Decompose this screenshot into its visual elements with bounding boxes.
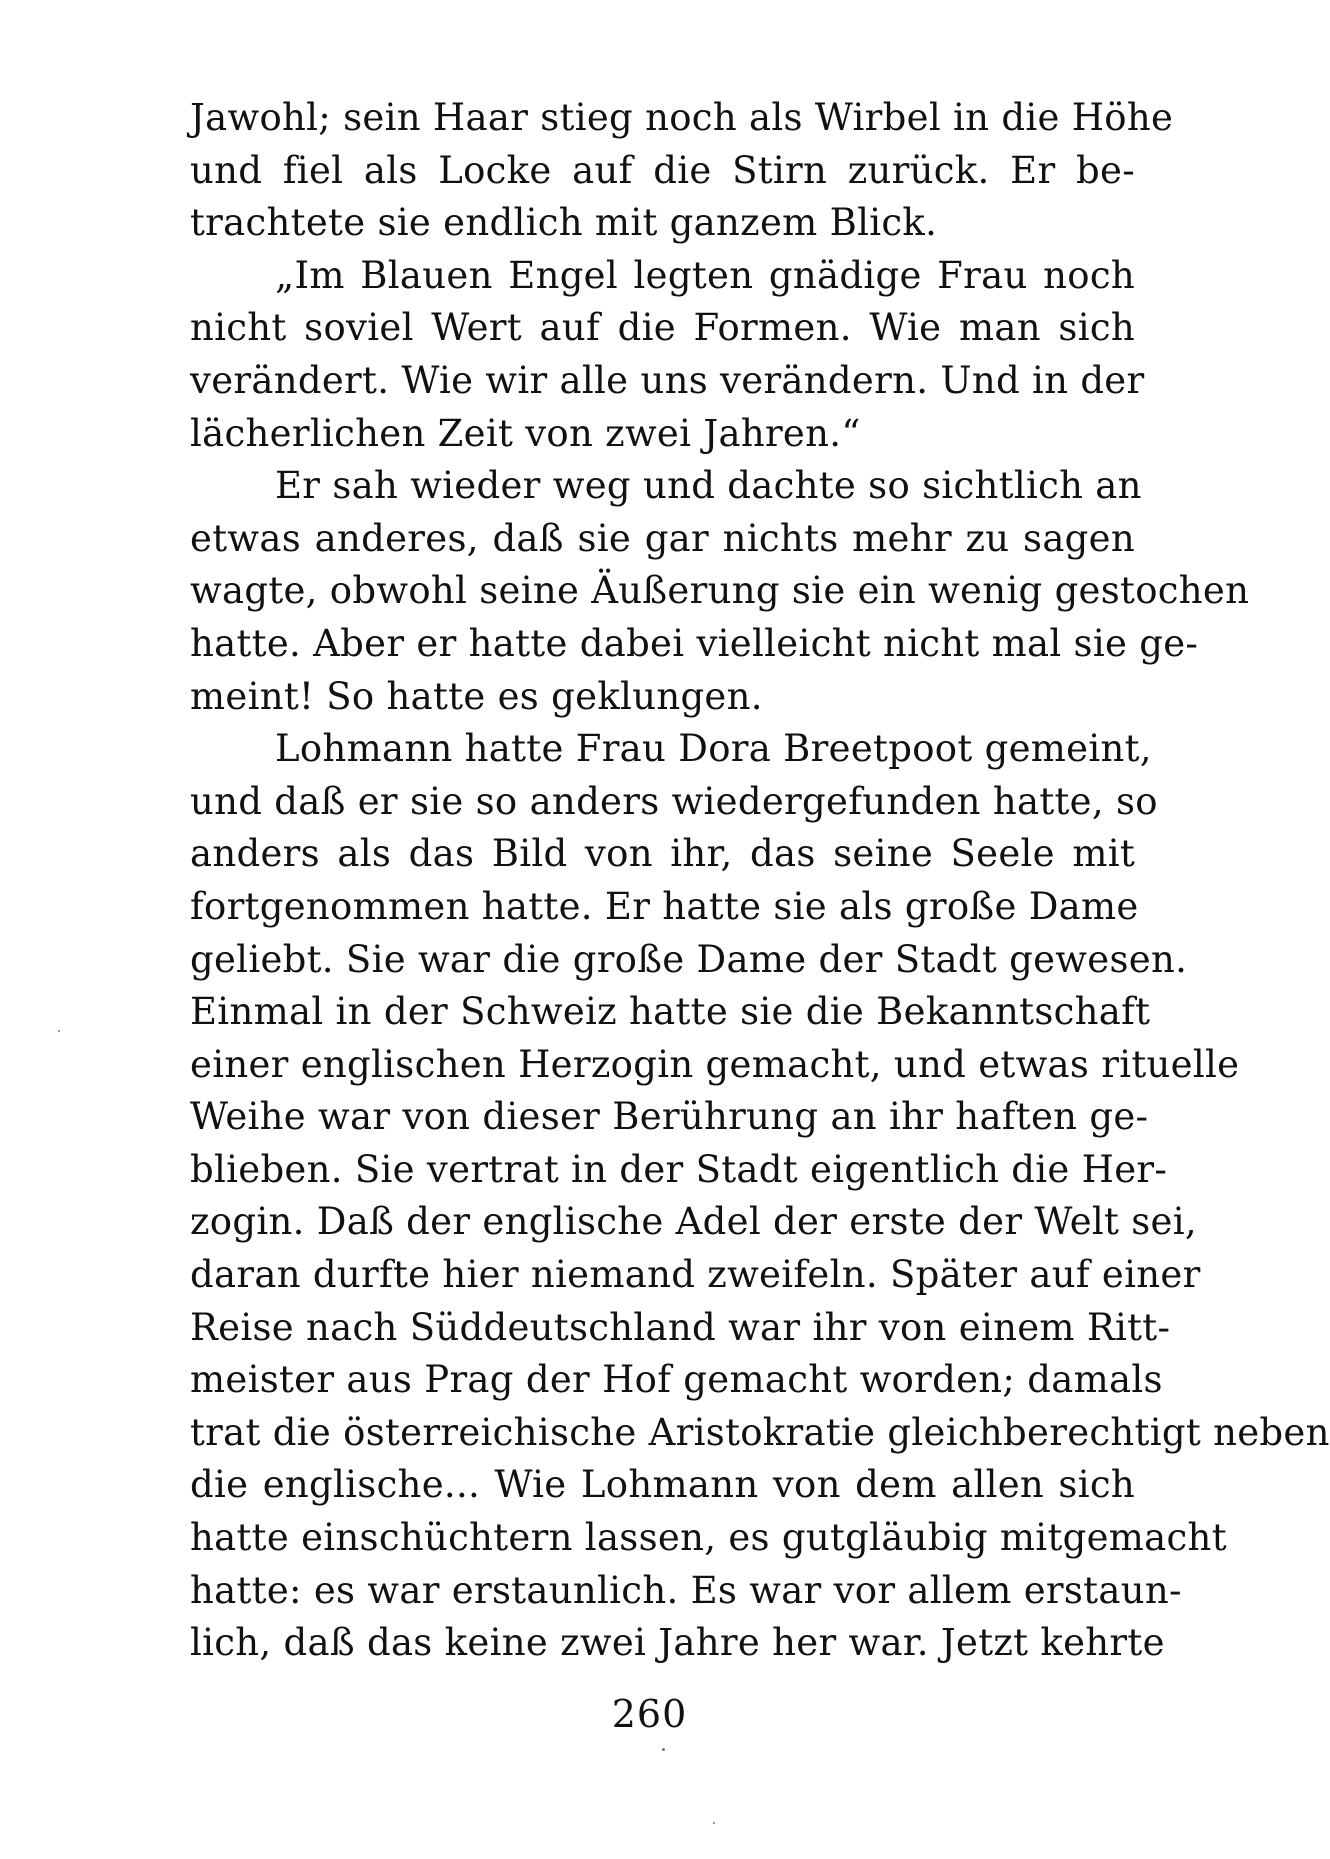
text-line: einer englischen Herzogin gemacht, und etwas rituelle	[190, 1042, 1240, 1086]
text-line: hatte. Aber er hatte dabei vielleicht nicht mal sie ge-	[190, 621, 1199, 665]
text-line: „Im Blauen Engel legten gnädige Frau noch	[275, 253, 1135, 297]
text-line: wagte, obwohl seine Äußerung sie ein wenig gestochen	[190, 569, 1250, 613]
text-line: und daß er sie so anders wiedergefunden hatte, so	[190, 779, 1158, 823]
text-line: meister aus Prag der Hof gemacht worden; damals	[190, 1358, 1163, 1402]
text-line: meint! So hatte es geklungen.	[190, 674, 763, 718]
scan-speck	[662, 1748, 665, 1751]
text-line: Reise nach Süddeutschland war ihr von einem Ritt-	[190, 1305, 1171, 1349]
text-line: lächerlichen Zeit von zwei Jahren.“	[190, 411, 861, 455]
text-line: Jawohl; sein Haar stieg noch als Wirbel in die Höhe	[190, 96, 1174, 139]
text-line: trat die österreichische Aristokratie gleichberechtigt neben	[190, 1410, 1330, 1454]
text-line: fortgenommen hatte. Er hatte sie als große Dame	[190, 884, 1139, 928]
text-line: Er sah wieder weg und dachte so sichtlich an	[275, 464, 1142, 508]
text-line: hatte einschüchtern lassen, es gutgläubig mitgemacht	[190, 1516, 1227, 1560]
text-line: etwas anderes, daß sie gar nichts mehr zu sagen	[190, 516, 1135, 560]
page-number: 260	[611, 1692, 688, 1736]
text-line: Lohmann hatte Frau Dora Breetpoot gemeint,	[275, 727, 1152, 771]
text-line: verändert. Wie wir alle uns verändern. Und in der	[190, 358, 1145, 402]
text-line: nicht soviel Wert auf die Formen. Wie man sich	[190, 306, 1135, 350]
text-line: die englische... Wie Lohmann von dem allen sich	[190, 1463, 1135, 1507]
text-line: Weihe war von dieser Berührung an ihr haften ge-	[190, 1095, 1149, 1139]
body-text	[190, 92, 1330, 1670]
text-line: und fiel als Locke auf die Stirn zurück. Er be-	[190, 148, 1135, 192]
text-line: geliebt. Sie war die große Dame der Stadt gewesen.	[190, 937, 1188, 981]
text-line: zogin. Daß der englische Adel der erste der Welt sei,	[190, 1200, 1197, 1244]
text-line: daran durfte hier niemand zweifeln. Später auf einer	[190, 1253, 1201, 1297]
scan-speck	[713, 1822, 715, 1824]
text-line: hatte: es war erstaunlich. Es war vor allem erstaun-	[190, 1568, 1182, 1612]
text-line: lich, daß das keine zwei Jahre her war. Jetzt kehrte	[190, 1621, 1165, 1665]
scan-speck	[58, 1030, 60, 1032]
text-line: blieben. Sie vertrat in der Stadt eigentlich die Her-	[190, 1147, 1168, 1191]
text-line: Einmal in der Schweiz hatte sie die Bekanntschaft	[190, 990, 1151, 1034]
text-line: trachtete sie endlich mit ganzem Blick.	[190, 201, 938, 245]
text-line: anders als das Bild von ihr, das seine Seele mit	[190, 832, 1135, 876]
